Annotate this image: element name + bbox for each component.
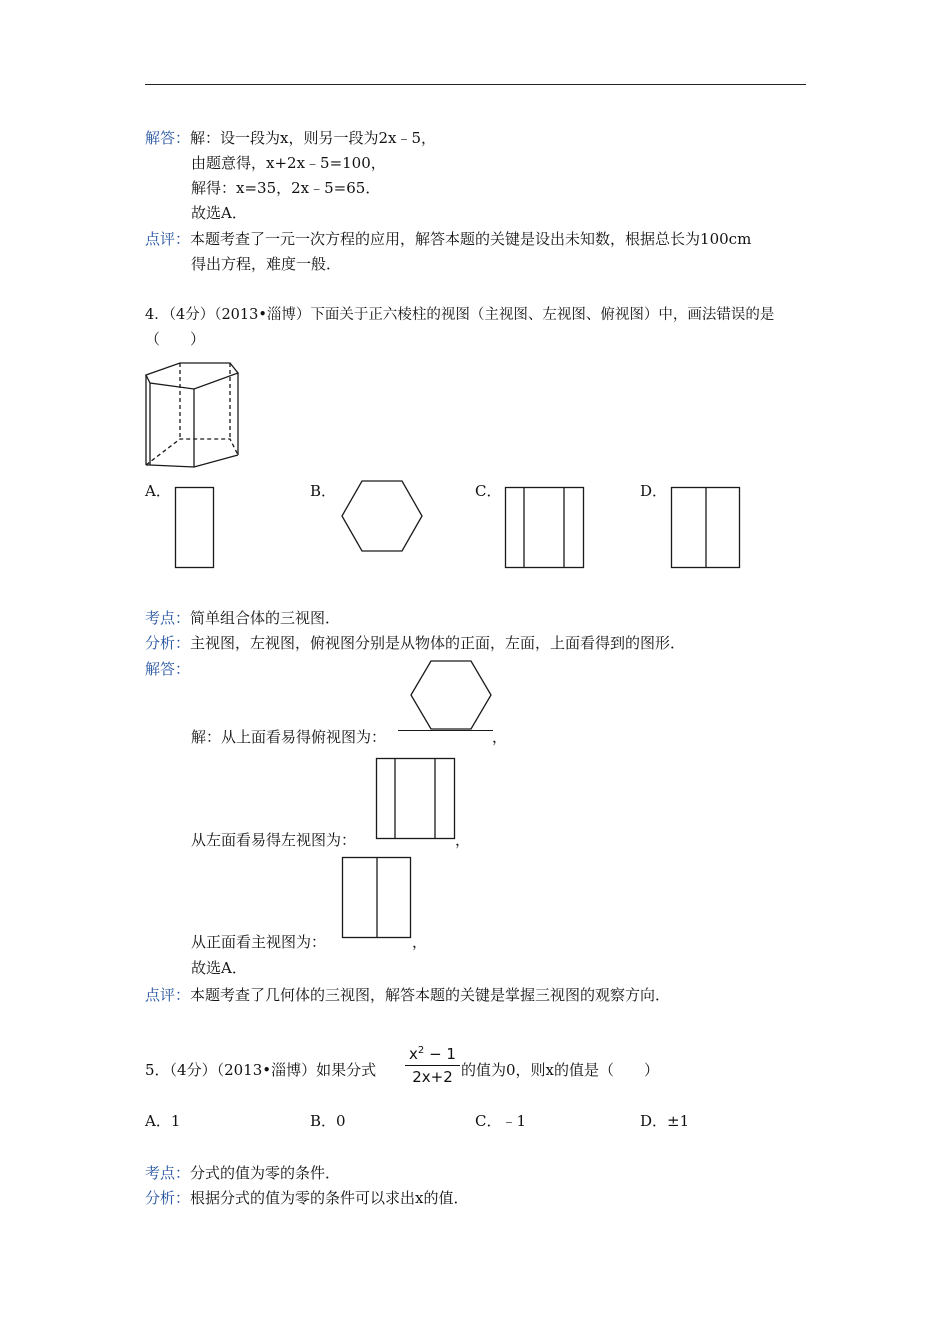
q4-option-c: C． — [475, 482, 502, 500]
comment-line: 本题考查了一元一次方程的应用，解答本题的关键是设出未知数，根据总长为100cm — [190, 230, 752, 248]
q5-stem-after: 的值为0，则x的值是（ ） — [461, 1061, 660, 1079]
fraction-numerator: $x^2 - 1$ — [409, 1045, 456, 1063]
q5-option-d: D．±1 — [640, 1112, 690, 1130]
q4-option-b: B． — [310, 482, 337, 500]
answer-line: 故选A． — [191, 204, 247, 222]
fraction-bar — [405, 1065, 460, 1066]
point-text: 分式的值为零的条件． — [190, 1164, 341, 1182]
point-label: 考点 — [145, 609, 176, 627]
fraction-denominator: 2x+2 — [412, 1068, 453, 1086]
comment-label: 点评 — [145, 986, 176, 1004]
point-text: 简单组合体的三视图． — [190, 609, 341, 627]
answer-label: 解答 — [145, 129, 176, 147]
option-b-figure — [341, 480, 425, 552]
point-label: 考点 — [145, 1164, 176, 1182]
q4-analysis: 分析：主视图，左视图，俯视图分别是从物体的正面，左面，上面看得到的图形． — [145, 634, 686, 652]
q4-stem-line1: 4．（4分）（2013•淄博）下面关于正六棱柱的视图（主视图、左视图、俯视图）中，画法错误的是 — [145, 307, 775, 323]
answer-final: 故选A． — [191, 959, 247, 977]
top-view-figure — [410, 660, 494, 732]
analysis-label: 分析 — [145, 1189, 176, 1207]
q5-stem-before: 5．（4分）（2013•淄博）如果分式 — [145, 1061, 377, 1079]
top-view-underline — [398, 730, 493, 731]
answer-left-tail: ， — [455, 831, 471, 849]
q5-option-b: B．0 — [310, 1112, 346, 1130]
q5-analysis: 分析：根据分式的值为零的条件可以求出x的值． — [145, 1189, 469, 1207]
answer-line: 由题意得，x+2x﹣5=100， — [191, 154, 386, 172]
option-d-figure — [671, 487, 741, 569]
answer-front-tail: ， — [412, 933, 428, 951]
analysis-text: 主视图，左视图，俯视图分别是从物体的正面，左面，上面看得到的图形． — [190, 634, 686, 652]
q5-option-a: A．1 — [145, 1112, 181, 1130]
front-view-figure — [342, 857, 412, 939]
answer-line: 解：设一段为x，则另一段为2x﹣5， — [190, 129, 437, 147]
answer-top-tail: ， — [492, 728, 508, 746]
q3-comment: 点评：本题考查了一元一次方程的应用，解答本题的关键是设出未知数，根据总长为100cm — [145, 230, 752, 248]
comment-line: 得出方程，难度一般． — [191, 255, 342, 273]
q4-comment: 点评：本题考查了几何体的三视图，解答本题的关键是掌握三视图的观察方向． — [145, 986, 671, 1004]
left-view-figure — [376, 758, 456, 840]
q4-option-a: A． — [145, 482, 171, 500]
header-rule — [145, 84, 806, 85]
answer-line: 解得：x=35，2x﹣5=65． — [191, 179, 381, 197]
q5-option-c: C．﹣1 — [475, 1112, 527, 1130]
q5-point: 考点：分式的值为零的条件． — [145, 1164, 341, 1182]
analysis-text: 根据分式的值为零的条件可以求出x的值． — [190, 1189, 469, 1207]
q4-point: 考点：简单组合体的三视图． — [145, 609, 341, 627]
answer-left-view: 从左面看易得左视图为： — [191, 831, 357, 849]
q4-answer-head: 解答： — [145, 660, 191, 678]
comment-label: 点评 — [145, 230, 176, 248]
q4-option-d: D． — [640, 482, 668, 500]
option-a-figure — [175, 487, 215, 569]
answer-front-view: 从正面看主视图为： — [191, 933, 327, 951]
comment-text: 本题考查了几何体的三视图，解答本题的关键是掌握三视图的观察方向． — [190, 986, 671, 1004]
hexagonal-prism-figure — [144, 361, 240, 471]
q5-fraction — [405, 1042, 460, 1086]
answer-top-view: 解：从上面看易得俯视图为： — [191, 728, 387, 746]
analysis-label: 分析 — [145, 634, 176, 652]
q4-stem-line2: （ ） — [145, 330, 206, 348]
option-c-figure — [505, 487, 585, 569]
answer-label: 解答 — [145, 660, 176, 678]
q3-answer: 解答：解：设一段为x，则另一段为2x﹣5， — [145, 129, 437, 147]
